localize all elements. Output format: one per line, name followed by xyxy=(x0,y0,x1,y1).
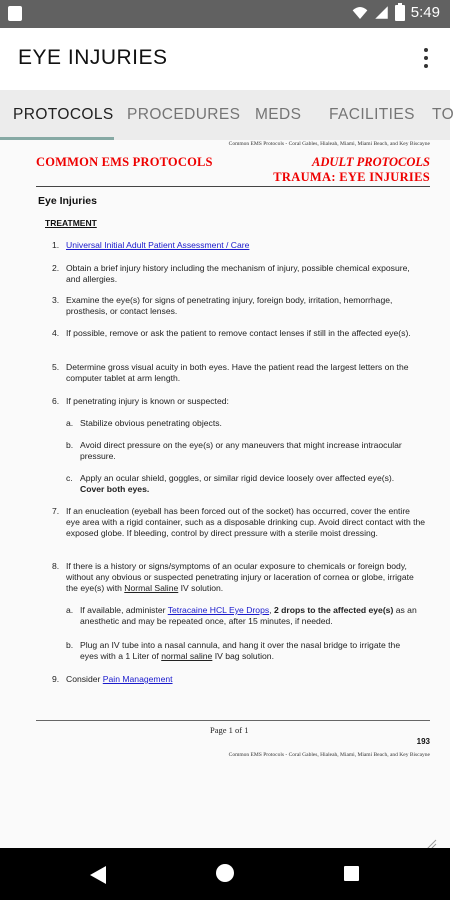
home-circle-icon[interactable] xyxy=(216,864,234,882)
document-header-topic: TRAUMA: EYE INJURIES xyxy=(273,170,430,184)
section-title: Eye Injuries xyxy=(38,195,97,207)
page-title: EYE INJURIES xyxy=(18,46,168,69)
status-bar xyxy=(0,0,450,28)
tab-tools[interactable]: TO xyxy=(432,106,454,123)
signal-icon xyxy=(374,5,389,20)
document-header-small: Common EMS Protocols - Coral Gables, Hialeah, Miami, Miami Beach, and Key Biscayne xyxy=(228,141,430,147)
link-universal-assessment[interactable]: Universal Initial Adult Patient Assessment / Care xyxy=(66,240,250,250)
battery-icon xyxy=(395,5,405,21)
footer-divider xyxy=(36,720,430,721)
page-label: Page 1 of 1 xyxy=(210,725,249,735)
tab-protocols[interactable]: PROTOCOLS xyxy=(13,106,114,123)
back-triangle-icon[interactable] xyxy=(90,866,106,884)
nav-bar xyxy=(0,848,450,900)
tab-procedures[interactable]: PROCEDURES xyxy=(127,106,241,123)
document-footer-small: Common EMS Protocols - Coral Gables, Hialeah, Miami, Miami Beach, and Key Biscayne xyxy=(228,752,430,758)
page-number: 193 xyxy=(416,737,430,746)
header-divider xyxy=(36,186,430,187)
protocol-document[interactable]: Common EMS Protocols - Coral Gables, Hialeah, Miami, Miami Beach, and Key Biscayne COMMON EMS PROTOCOLS ADULT PROTOCOLS TRAUMA: EYE INJURIES Eye Injuries TREATMENT 1. Universal Initial Adult Patient Assessment / Care 2. Obtain a brief injury history including the mechanism of injury, possible chemical exposure, and allergies. 3. Examine the eye(s) for signs of penetrating injury, foreign body, irritation, hemorrhage, prosthesis, or contact lenses. 4. If possible, remove or ask the patient to remove contact lenses if still in the affected eye(s). 5. Determine gross visual acuity in both eyes. Have the patient read the largest letters on the computer tablet at arm length. 6. If penetrating injury is known or suspected: a. Stabilize obvious penetrating objects. b. Avoid direct pressure on the eye(s) or any maneuvers that might increase intraocular pressure. c. Apply an ocular shield, goggles, or similar rigid device loosely over affected eye(s). Cover both eyes. 7. If an enucleation (eyeball has been forced out of the socket) has occurred, cover the entire eye area with a rigid container, such as a disposable drinking cup. Avoid direct contact with the exposed globe. If bleeding, control by direct pressure with a sterile moist dressing. 8. If there is a history or signs/symptoms of an ocular exposure to chemicals or foreign body, without any obvious or suspected penetrating injury or laceration of cornea or globe, irrigate the eye(s) with Normal Saline IV solution. a. If available, administer Tetracaine HCL Eye Drops, 2 drops to the affected eye(s) as an anesthetic and may be repeated once, after 15 minutes, if needed. b. Plug an IV tube into a nasal cannula, and hang it over the nasal bridge to irrigate the eyes with a 1 Liter of normal saline IV bag solution. 9. Consider Pain Management Page 1 of 1 193 Common EMS Protocols - Coral Gables, Hialeah, Miami, Miami Beach, and Key Biscayne xyxy=(0,140,450,848)
document-header-left: COMMON EMS PROTOCOLS xyxy=(36,155,213,169)
status-time: 5:49 xyxy=(410,4,440,21)
wifi-icon xyxy=(352,5,368,21)
tab-meds[interactable]: MEDS xyxy=(255,106,302,123)
app-bar xyxy=(0,28,450,90)
status-icons xyxy=(352,4,440,21)
document-header-category: ADULT PROTOCOLS xyxy=(312,155,430,169)
recents-square-icon[interactable] xyxy=(344,866,359,881)
notification-icon xyxy=(8,6,22,21)
treatment-heading: TREATMENT xyxy=(45,218,97,228)
tab-bar xyxy=(0,90,454,140)
tab-facilities[interactable]: FACILITIES xyxy=(329,106,415,123)
link-tetracaine[interactable]: Tetracaine HCL Eye Drops xyxy=(167,605,270,615)
more-vert-icon[interactable] xyxy=(416,46,436,70)
link-pain-management[interactable]: Pain Management xyxy=(102,674,173,684)
